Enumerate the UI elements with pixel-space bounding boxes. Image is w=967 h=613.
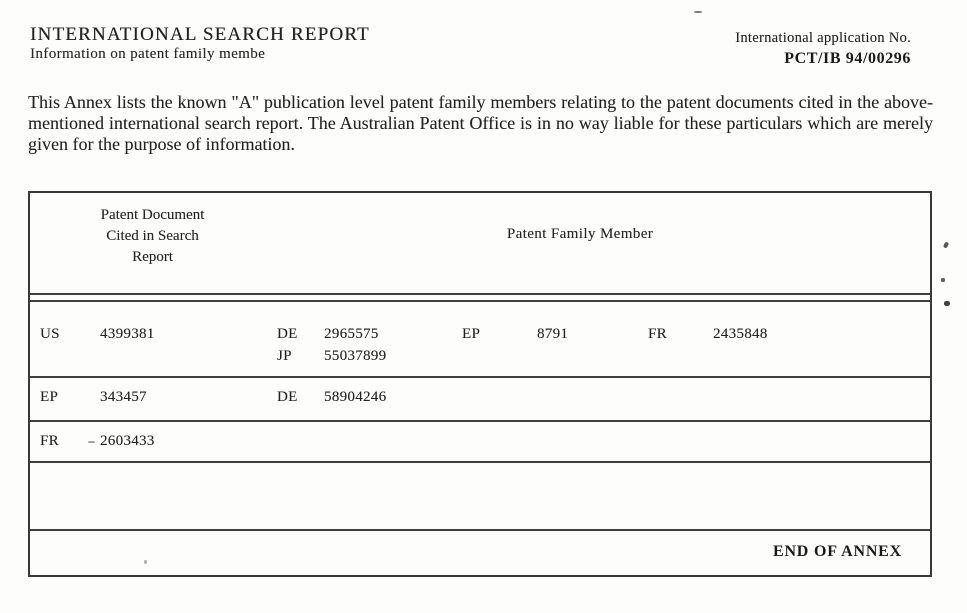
cited-header-line: Report — [132, 249, 173, 265]
scan-speck — [941, 278, 945, 282]
cited-header-line: Cited in Search — [106, 228, 199, 244]
scan-speck — [88, 441, 95, 443]
application-header — [735, 30, 911, 68]
family-member-column-header: Patent Family Member — [506, 226, 654, 242]
family-country: EP — [462, 326, 481, 342]
scan-speck — [694, 11, 702, 13]
scan-speck — [944, 301, 950, 306]
cited-number: 343457 — [100, 389, 147, 405]
annex-intro-paragraph: This Annex lists the known "A" publication level patent family members relating to the patent documents cited in the above-mentioned international search report. The Australian Patent Office is in no way liable for these particulars which are merely given for the purpose of information. — [28, 92, 933, 154]
patent-family-table — [28, 191, 932, 577]
document-subtitle: Information on patent family membe — [30, 46, 266, 62]
scan-speck — [943, 241, 949, 248]
family-country: DE — [277, 326, 298, 342]
family-number: 2435848 — [713, 326, 768, 342]
cited-country: FR — [40, 433, 59, 449]
family-number: 58904246 — [324, 389, 387, 405]
family-number: 2965575 — [324, 326, 379, 342]
table-row — [30, 378, 930, 422]
document-title: INTERNATIONAL SEARCH REPORT — [30, 24, 370, 45]
table-header-row — [30, 193, 930, 295]
family-number: 55037899 — [324, 348, 387, 364]
header-double-rule — [30, 295, 930, 302]
cited-number: 4399381 — [100, 326, 155, 342]
report-header — [30, 24, 370, 63]
application-number-label: International application No. — [735, 30, 911, 46]
empty-table-row — [30, 463, 930, 531]
scan-speck — [144, 560, 147, 564]
cited-header-line: Patent Document — [100, 207, 205, 223]
end-of-annex-label: END OF ANNEX — [772, 543, 902, 560]
cited-country: US — [40, 326, 60, 342]
cited-number: 2603433 — [100, 433, 155, 449]
family-country: DE — [277, 389, 298, 405]
family-country: JP — [277, 348, 292, 364]
cited-document-column-header — [40, 205, 265, 268]
cited-country: EP — [40, 389, 59, 405]
table-row — [30, 422, 930, 463]
family-number: 8791 — [537, 326, 569, 342]
application-number-value: PCT/IB 94/00296 — [784, 50, 911, 67]
family-country: FR — [648, 326, 667, 342]
table-row — [30, 302, 930, 378]
table-footer-row — [30, 531, 930, 575]
